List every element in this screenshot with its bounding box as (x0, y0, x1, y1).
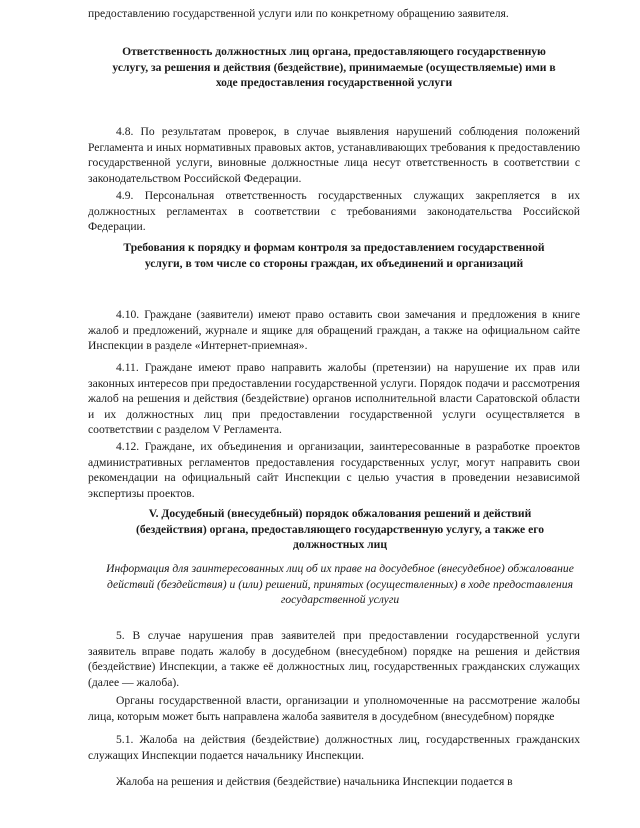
heading-section-v: V. Досудебный (внесудебный) порядок обжалования решений и действий (бездействия) органа, предоставляющего государственную услугу, а также его должностных лиц (135, 507, 544, 552)
paragraph-organs: Органы государственной власти, организации и уполномоченные на рассмотрение жалобы лица, которым может быть направлена жалоба заявителя в досудебном (внесудебном) порядке (88, 694, 580, 723)
paragraph-4-9: 4.9. Персональная ответственность государственных служащих закрепляется в их должностных регламентах в соответствии с требованиями законодательства Российской Федерации. (88, 189, 580, 234)
heading-requirements: Требования к порядку и формам контроля за предоставлением государственной услуги, в том числе со стороны граждан, их объединений и организаций (123, 241, 545, 270)
paragraph-5-1: 5.1. Жалоба на действия (бездействие) должностных лиц, государственных гражданских служащих Инспекции подается начальнику Инспекции. (88, 733, 580, 762)
heading-responsibility: Ответственность должностных лиц органа, предоставляющего государственную услугу, за решения и действия (бездействие), принимаемые (осуществляемые) ими в ходе предоставления государственной услуги (112, 45, 556, 90)
paragraph-4-8: 4.8. По результатам проверок, в случае выявления нарушений соблюдения положений Регламента и иных нормативных правовых актов, устанавливающих требования к предоставлению государственной услуги, виновные должностные лица несут ответственность в соответствии с законодательством Российской Федерации. (88, 125, 580, 185)
paragraph-4-10: 4.10. Граждане (заявители) имеют право оставить свои замечания и предложения в книге жалоб и предложений, журнале и ящике для обращений граждан, а также на официальном сайте Инспекции в разделе «Интернет-приемная». (88, 308, 580, 353)
paragraph-4-11: 4.11. Граждане имеют право направить жалобы (претензии) на нарушение их прав или законных интересов при предоставлении государственной услуги. Порядок подачи и рассмотрения жалоб на решения и действия (бездействие) органов исполнительной власти Саратовской области и их должностных лиц при предоставлении государственной услуги осуществляется в соответствии с разделом V Регламента. (88, 361, 580, 437)
note-italic: Информация для заинтересованных лиц об их праве на досудебное (внесудебное) обжалование действий (бездействия) и (или) решений, принятых (осуществленных) в ходе предоставления государственной услуги (106, 562, 574, 607)
paragraph-4-12: 4.12. Граждане, их объединения и организации, заинтересованные в разработке проектов административных регламентов предоставления государственных услуг, могут направить свои рекомендации на официальный сайт Инспекции с целью участия в проведении независимой экспертизы проектов. (88, 440, 580, 500)
paragraph-5: 5. В случае нарушения прав заявителей при предоставлении государственной услуги заявитель вправе подать жалобу в досудебном (внесудебном) порядке на решения и действия (бездействие) Инспекции, а также её должностных лиц, государственных гражданских служащих (далее — жалоба). (88, 629, 580, 689)
top-line-text: предоставлению государственной услуги или по конкретному обращению заявителя. (88, 7, 509, 20)
paragraph-last: Жалоба на решения и действия (бездействие) начальника Инспекции подается в (116, 775, 513, 788)
